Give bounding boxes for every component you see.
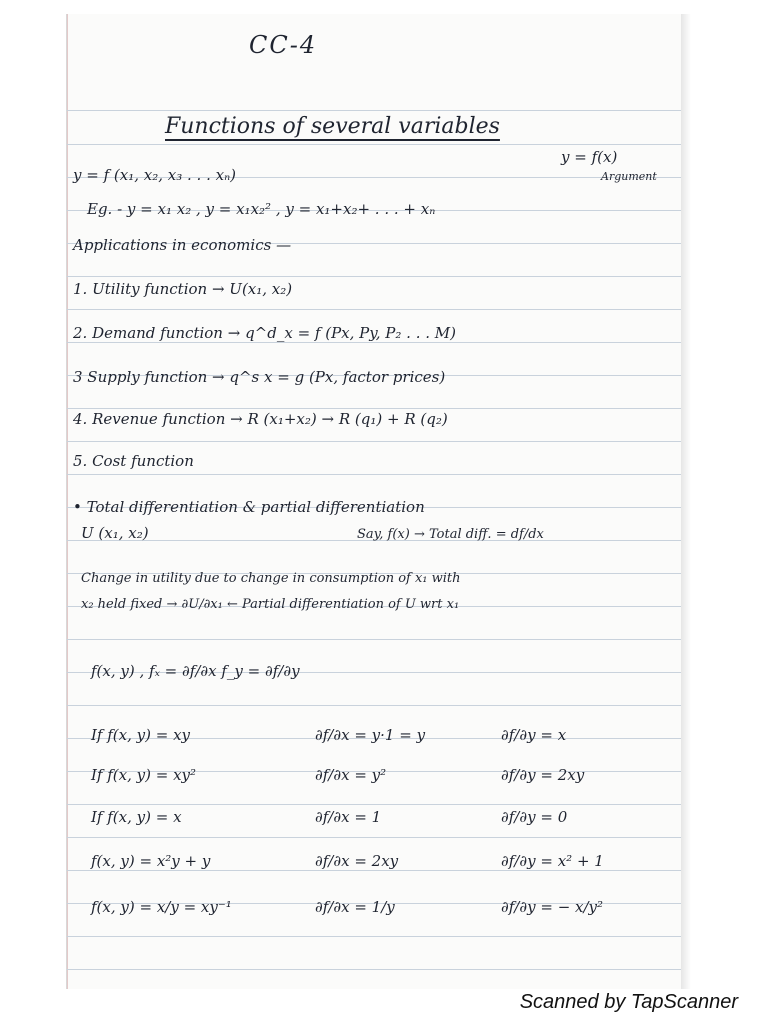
ruled-line	[67, 639, 683, 640]
application-item: 2. Demand function → q^d_x = f (Px, Py, P₂ . . . M)	[73, 324, 456, 342]
partial-diff-line: x₂ held fixed → ∂U/∂x₁ ← Partial differentiation of U wrt x₁	[81, 597, 460, 612]
differentiation-heading: • Total differentiation & partial differentiation	[73, 498, 425, 516]
ruled-line	[67, 408, 683, 409]
side-note-argument: Argument	[601, 170, 657, 183]
application-item: 1. Utility function → U(x₁, x₂)	[73, 280, 293, 298]
total-diff-note: Say, f(x) → Total diff. = df/dx	[357, 527, 544, 542]
ruled-line	[67, 342, 683, 343]
example-partial-y: ∂f/∂y = 2xy	[501, 766, 585, 784]
example-partial-y: ∂f/∂y = 0	[501, 808, 568, 826]
ruled-line	[67, 804, 683, 805]
ruled-line	[67, 936, 683, 937]
application-item: 4. Revenue function → R (x₁+x₂) → R (q₁) + R (q₂)	[73, 410, 448, 428]
ruled-line	[67, 705, 683, 706]
example-partial-x: ∂f/∂x = y²	[315, 766, 387, 784]
example-partial-x: ∂f/∂x = y·1 = y	[315, 726, 426, 744]
ruled-line	[67, 441, 683, 442]
utility-notation: U (x₁, x₂)	[81, 524, 149, 542]
applications-heading: Applications in economics —	[73, 236, 292, 254]
example-partial-y: ∂f/∂y = x	[501, 726, 567, 744]
general-function-form: y = f (x₁, x₂, x₃ . . . xₙ)	[73, 166, 237, 184]
example-function: If f(x, y) = xy²	[91, 766, 197, 784]
example-function: f(x, y) = x²y + y	[91, 852, 211, 870]
page-title: Functions of several variables	[165, 114, 500, 139]
margin-line	[67, 14, 68, 989]
ruled-line	[67, 837, 683, 838]
example-partial-x: ∂f/∂x = 1/y	[315, 898, 395, 916]
ruled-line	[67, 870, 683, 871]
function-examples: Eg. - y = x₁ x₂ , y = x₁x₂² , y = x₁+x₂+ . . . + xₙ	[87, 200, 436, 218]
page-edge-shadow	[681, 14, 691, 989]
ruled-line	[67, 969, 683, 970]
ruled-line	[67, 110, 683, 111]
example-partial-x: ∂f/∂x = 2xy	[315, 852, 399, 870]
application-item: 5. Cost function	[73, 452, 194, 470]
ruled-line	[67, 144, 683, 145]
example-function: If f(x, y) = xy	[91, 726, 191, 744]
page-code: CC-4	[249, 31, 318, 59]
ruled-line	[67, 474, 683, 475]
ruled-line	[67, 276, 683, 277]
change-in-utility-line: Change in utility due to change in consumption of x₁ with	[81, 571, 461, 586]
example-function: f(x, y) = x/y = xy⁻¹	[91, 898, 232, 916]
example-function: If f(x, y) = x	[91, 808, 182, 826]
example-partial-y: ∂f/∂y = x² + 1	[501, 852, 604, 870]
ruled-line	[67, 309, 683, 310]
example-partial-y: ∂f/∂y = − x/y²	[501, 898, 604, 916]
example-partial-x: ∂f/∂x = 1	[315, 808, 382, 826]
application-item: 3 Supply function → q^s x = g (Px, factor prices)	[73, 368, 446, 386]
partial-notation-line: f(x, y) , fₓ = ∂f/∂x f_y = ∂f/∂y	[91, 662, 300, 680]
scanner-watermark: Scanned by TapScanner	[519, 991, 738, 1013]
side-note-function: y = f(x)	[561, 148, 618, 166]
notebook-page	[66, 14, 683, 989]
